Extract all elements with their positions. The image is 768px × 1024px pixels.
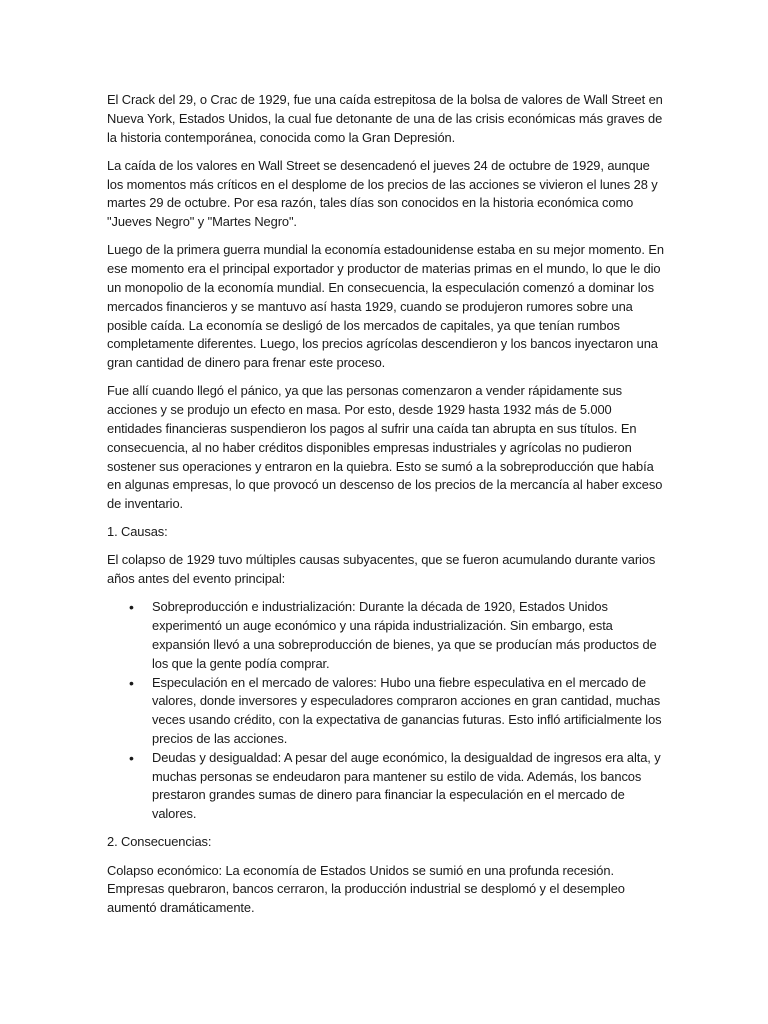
intro-paragraph-1: El Crack del 29, o Crac de 1929, fue una caída estrepitosa de la bolsa de valores de Wall Street en Nueva York, Estados Unidos, la cual fue detonante de una de las crisis económicas más graves de la historia contemporánea, conocida como la Gran Depresión. bbox=[107, 92, 663, 145]
document-body bbox=[107, 91, 665, 927]
bullet-icon: • bbox=[129, 749, 134, 766]
intro-paragraph-4: Fue allí cuando llegó el pánico, ya que las personas comenzaron a vender rápidamente sus acciones y se produjo un efecto en masa. Por esto, desde 1929 hasta 1932 más de 5.000 entidades financieras suspendieron los pagos al sufrir una caída tan abrupta en sus títulos. En consecuencia, al no haber créditos disponibles empresas industriales y agrícolas no pudieron sostener sus operaciones y entraron en la quiebra. Esto se sumó a la sobreproducción que había en algunas empresas, lo que provocó un descenso de los precios de la mercancía al haber exceso de inventario. bbox=[107, 383, 663, 512]
bullet-icon: • bbox=[129, 674, 134, 691]
cause-debt-inequality: Deudas y desigualdad: A pesar del auge económico, la desigualdad de ingresos era alta, y muchas personas se endeudaron para mantener su estilo de vida. Además, los bancos prestaron grandes sumas de dinero para financiar la especulación en el mercado de valores. bbox=[152, 749, 661, 822]
list-item bbox=[107, 598, 665, 673]
causes-heading: 1. Causas: bbox=[107, 524, 168, 540]
list-item bbox=[107, 749, 665, 824]
cause-overproduction: Sobreproducción e industrialización: Durante la década de 1920, Estados Unidos experimentó un auge económico y una rápida industrialización. Sin embargo, esta expansión llevó a una sobreproducción de bienes, ya que se producían más productos de los que la gente podía comprar. bbox=[152, 599, 657, 671]
causes-intro: El colapso de 1929 tuvo múltiples causas subyacentes, que se fueron acumulando durante varios años antes del evento principal: bbox=[107, 552, 656, 587]
bullet-icon: • bbox=[129, 599, 134, 616]
consequences-heading: 2. Consecuencias: bbox=[107, 834, 212, 850]
cause-speculation: Especulación en el mercado de valores: Hubo una fiebre especulativa en el mercado de valores, donde inversores y especuladores compraron acciones en gran cantidad, muchas veces usando crédito, con la expectativa de ganancias futuras. Esto infló artificialmente los precios de las acciones. bbox=[152, 674, 662, 747]
list-item bbox=[107, 674, 665, 749]
causes-list bbox=[107, 598, 665, 824]
consequences-paragraph: Colapso económico: La economía de Estados Unidos se sumió en una profunda recesión. Empresas quebraron, bancos cerraron, la producción industrial se desplomó y el desempleo aumentó dramáticamente. bbox=[107, 862, 625, 916]
intro-paragraph-2: La caída de los valores en Wall Street se desencadenó el jueves 24 de octubre de 1929, aunque los momentos más críticos en el desplome de los precios de las acciones se vivieron el lunes 28 y martes 29 de octubre. Por esa razón, tales días son conocidos en la historia económica como "Jueves Negro" y "Martes Negro". bbox=[107, 157, 658, 230]
intro-paragraph-3: Luego de la primera guerra mundial la economía estadounidense estaba en su mejor momento. En ese momento era el principal exportador y productor de materias primas en el mundo, lo que le dio un monopolio de la economía mundial. En consecuencia, la especulación comenzó a dominar los mercados financieros y se mantuvo así hasta 1929, cuando se produjeron rumores sobre una posible caída. La economía se desligó de los mercados de capitales, ya que tenían rumbos completamente diferentes. Luego, los precios agrícolas descendieron y los bancos inyectaron una gran cantidad de dinero para frenar este proceso. bbox=[107, 242, 664, 371]
